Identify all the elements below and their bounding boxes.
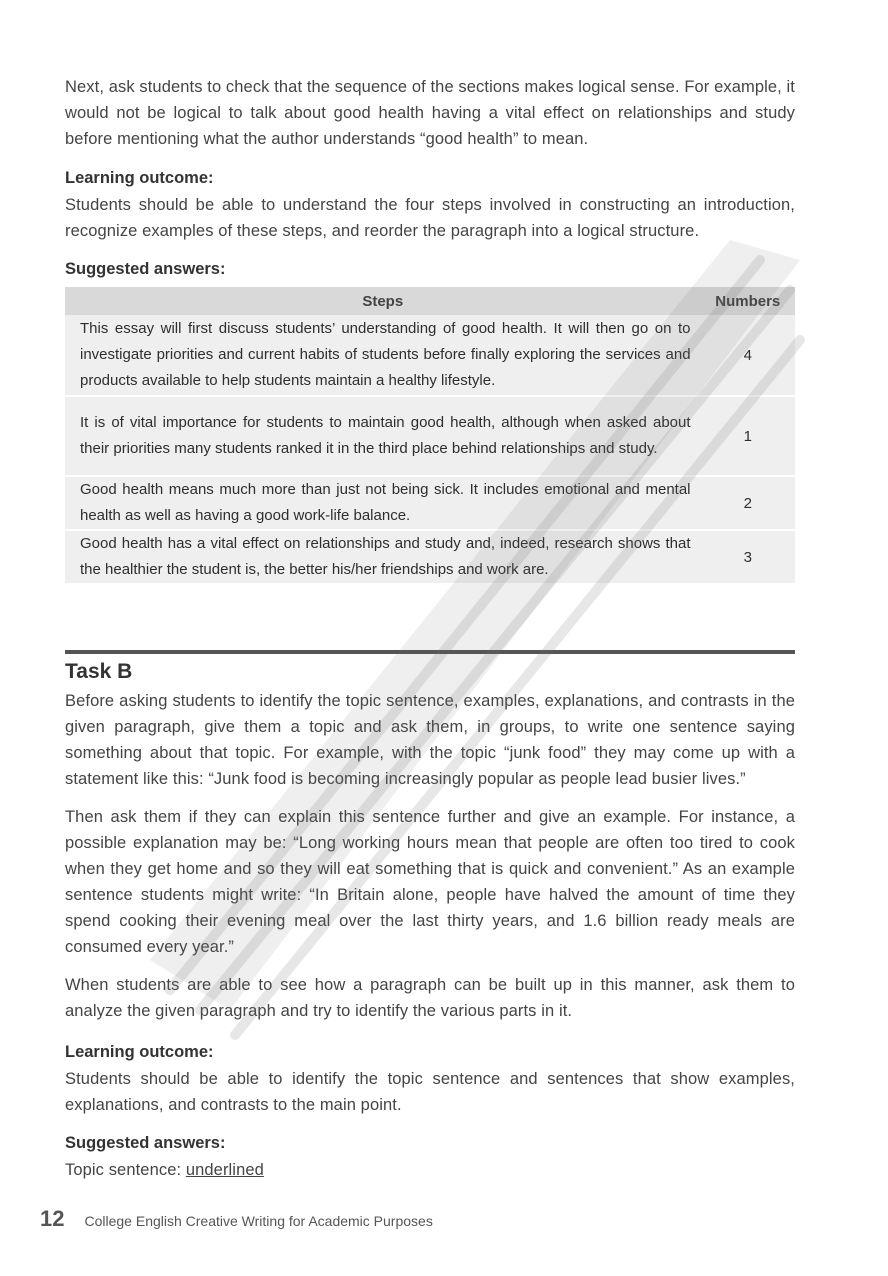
table-row <box>65 476 795 530</box>
step-number: 2 <box>701 476 795 530</box>
step-text: Good health has a vital effect on relationships and study and, indeed, research shows that the healthier the student is, the better his/her friendships and work are. <box>65 530 701 583</box>
step-number: 4 <box>743 346 752 364</box>
step-number: 3 <box>701 530 795 583</box>
page-footer <box>40 1206 433 1234</box>
step-number: 1 <box>701 396 795 476</box>
section-divider <box>65 650 795 654</box>
suggested-answers-a <box>65 257 795 281</box>
step-text: Good health means much more than just not being sick. It includes emotional and mental health as well as having a good work-life balance. <box>65 476 701 530</box>
learning-outcome-text: Students should be able to identify the topic sentence and sentences that show examples, explanations, and contrasts to the main point. <box>65 1070 795 1114</box>
learning-outcome-text: Students should be able to understand the four steps involved in constructing an introduction, recognize examples of these steps, and reorder the paragraph into a logical structure. <box>65 196 795 240</box>
answers-table <box>65 287 795 583</box>
task-b-paragraph-3: When students are able to see how a paragraph can be built up in this manner, ask them to analyze the given paragraph and try to identify the various parts in it. <box>65 976 795 1020</box>
intro-section <box>65 74 795 152</box>
table-header-row <box>65 287 795 315</box>
table-row <box>65 530 795 583</box>
learning-outcome-heading: Learning outcome: <box>65 169 214 187</box>
table-row <box>65 315 795 396</box>
learning-outcome-b <box>65 1040 795 1118</box>
suggested-answers-heading: Suggested answers: <box>65 1134 226 1152</box>
suggested-answers-b <box>65 1131 795 1183</box>
task-b-title: Task B <box>65 660 133 683</box>
task-b-paragraph-1: Before asking students to identify the topic sentence, examples, explanations, and contrasts in the given paragraph, give them a topic and ask them, in groups, to write one sentence saying something about that topic. For example, with the topic “junk food” they may come up with a statement like this: “Junk food is becoming increasingly popular as people lead busier lives.” <box>65 692 795 788</box>
table-row <box>65 396 795 476</box>
learning-outcome-a <box>65 166 795 244</box>
book-title: College English Creative Writing for Academic Purposes <box>84 1213 433 1229</box>
topic-sentence-line <box>65 1157 795 1183</box>
suggested-answers-heading: Suggested answers: <box>65 260 226 278</box>
task-b-body <box>65 688 795 1024</box>
learning-outcome-heading: Learning outcome: <box>65 1043 214 1061</box>
steps-column-header: Steps <box>65 287 701 315</box>
topic-sentence-value: underlined <box>185 1161 264 1179</box>
page-number: 12 <box>40 1206 65 1231</box>
topic-sentence-label: Topic sentence: <box>65 1161 186 1179</box>
intro-paragraph: Next, ask students to check that the sequence of the sections makes logical sense. For example, it would not be logical to talk about good health having a vital effect on relationships and study before mentioning what the author understands “good health” to mean. <box>65 78 795 148</box>
step-text: It is of vital importance for students to maintain good health, although when asked about their priorities many students ranked it in the third place behind relationships and study. <box>65 396 701 476</box>
step-text: This essay will first discuss students’ understanding of good health. It will then go on to investigate priorities and current habits of students before finally exploring the services and products available to help students maintain a healthy lifestyle. <box>80 320 691 389</box>
numbers-column-header: Numbers <box>701 287 795 315</box>
task-b-paragraph-2: Then ask them if they can explain this sentence further and give an example. For instance, a possible explanation may be: “Long working hours mean that people are often too tired to cook when they get home and so they will eat something that is quick and convenient.” As an example sentence students might write: “In Britain alone, people have halved the amount of time they spend cooking their evening meal over the last thirty years, and 1.6 billion ready meals are consumed every year.” <box>65 808 795 956</box>
